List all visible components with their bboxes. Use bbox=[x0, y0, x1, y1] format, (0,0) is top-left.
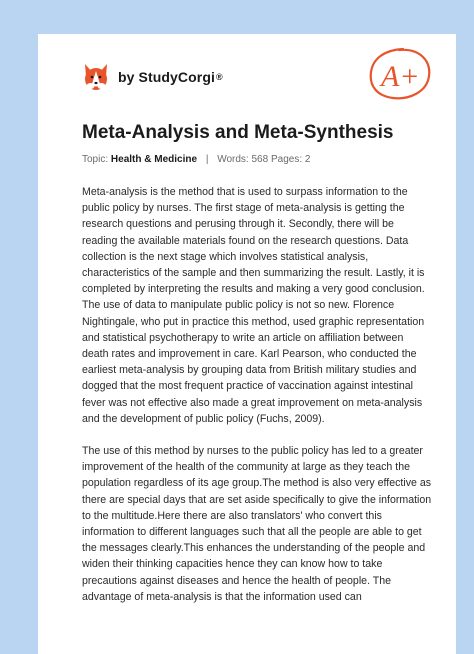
pages-label: Pages: bbox=[270, 154, 303, 165]
document-body bbox=[82, 184, 432, 621]
meta-separator: | bbox=[205, 154, 209, 165]
topic-label: Topic: bbox=[82, 154, 109, 165]
document-meta bbox=[82, 154, 310, 165]
grade-a-plus-badge bbox=[363, 44, 435, 104]
brand-name: by StudyCorgi bbox=[118, 69, 215, 85]
grade-text: A+ bbox=[381, 60, 420, 93]
brand-registered-mark: ® bbox=[215, 72, 223, 82]
document-page bbox=[38, 34, 456, 654]
words-label: Words: bbox=[217, 154, 249, 165]
paragraph-2: The use of this method by nurses to the public policy has led to a greater improvement of the health of the community at large as they teach the population regardless of its age group.The method is also very effective as there are special days that are set aside specifically to give the information to the multitude.Here there are also translators' who convert this information to different languages such that all the people are able to get the messages clearly.This enhances the understanding of the people and widen their thinking capacities hence they can know how to take precautions against diseases and hence the health of people. The advantage of meta-analysis is that the information used can bbox=[82, 445, 432, 603]
brand-logo[interactable] bbox=[82, 62, 223, 92]
paragraph-1: Meta-analysis is the method that is used to surpass information to the public policy by nurses. The first stage of meta-analysis is getting the research questions and perusing through it. Secondly, there will be reading the available materials found on the research questions. Data collection is the next stage which involves statistical analysis, characteristics of the sample and then summarizing the result. Lastly, it is completed by interpreting the results and making a very good conclusion. The use of data to manipulate public policy is not so new. Florence Nightingale, who put in practice this method, used graphic representation and statistical psychotherapy to write an article on affiliation between death rates and improvement in care. Karl Pearson, who conducted the earliest meta-analysis by grouping data from British military studies and dogged that the most frequent practice of vaccination against intestinal fever was not effective also made a great improvement on meta-analysis and the development of public policy (Fuchs, 2009). bbox=[82, 186, 425, 425]
topic-value[interactable]: Health & Medicine bbox=[110, 154, 198, 165]
corgi-logo-icon bbox=[82, 62, 110, 92]
document-title: Meta-Analysis and Meta-Synthesis bbox=[82, 122, 394, 143]
words-value: 568 bbox=[251, 154, 269, 165]
pages-value: 2 bbox=[304, 154, 311, 165]
